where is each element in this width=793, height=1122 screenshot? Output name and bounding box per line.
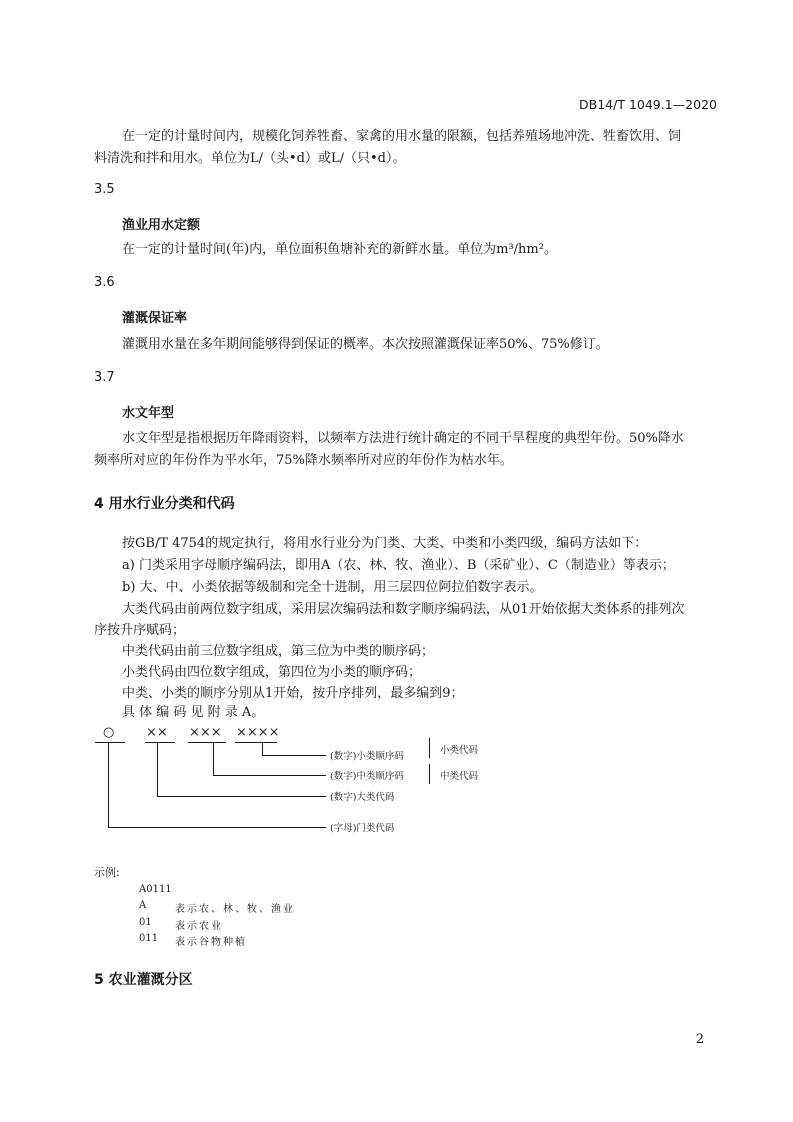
underline-major <box>145 742 175 743</box>
example-row-code: 01 <box>139 917 152 928</box>
heading-5: 5 农业灌溉分区 <box>94 972 193 988</box>
para-livestock-line-2: 料清洗和拌和用水。单位为L/（头•d）或L/（只•d）。 <box>94 151 406 166</box>
connector-mid-h <box>213 775 326 776</box>
example-row-code: A <box>139 900 147 911</box>
para-livestock-line-1: 在一定的计量时间内，规模化饲养牲畜、家禽的用水量的限额，包括养殖场地冲洗、牲畜饮用、饲 <box>122 129 682 144</box>
para-3-7-line-2: 频率所对应的年份作为平水年，75%降水频率所对应的年份作为枯水年。 <box>94 453 513 468</box>
underline-letter <box>95 742 125 743</box>
label-letter: (字母)门类代码 <box>330 823 395 834</box>
example-row-desc: 表示谷物种植 <box>175 937 247 948</box>
term-3-7: 水文年型 <box>122 406 175 421</box>
connector-major-h <box>157 796 326 797</box>
label-minor: (数字)小类顺序码 <box>330 751 404 762</box>
label-mid: (数字)中类顺序码 <box>330 771 404 782</box>
symbol-mid: ××× <box>189 725 222 740</box>
bracket-label-mid: 中类代码 <box>440 771 479 782</box>
connector-letter-v <box>108 742 109 827</box>
page-number: 2 <box>695 1032 704 1047</box>
doc-number: DB14/T 1049.1—2020 <box>579 97 717 112</box>
example-row-code: 011 <box>139 933 159 944</box>
example-row-desc: 表示农、林、牧、渔业 <box>175 904 295 915</box>
list-4-line: 大类代码由前两位数字组成，采用层次编码法和数字顺序编码法，从01开始依据大类体系的排列次 <box>122 602 685 617</box>
list-4-line: 按GB/T 4754的规定执行，将用水行业分为门类、大类、中类和小类四级，编码方法如下： <box>122 536 648 551</box>
symbol-letter: ○ <box>103 725 115 740</box>
section-number-3-6: 3.6 <box>94 275 115 290</box>
list-4-line: 中类、小类的顺序分别从1开始，按升序排列，最多编到9； <box>122 686 464 701</box>
section-number-3-7: 3.7 <box>94 370 115 385</box>
para-3-6: 灌溉用水量在多年期间能够得到保证的概率。本次按照灌溉保证率50%、75%修订。 <box>122 337 609 352</box>
list-4-line: 中类代码由前三位数字组成，第三位为中类的顺序码； <box>122 644 435 659</box>
connector-letter-h <box>108 827 326 828</box>
connector-major-v <box>157 742 158 796</box>
connector-minor-h <box>262 755 326 756</box>
symbol-major: ×× <box>146 725 168 740</box>
example-code: A0111 <box>139 884 172 895</box>
term-3-6: 灌溉保证率 <box>122 311 188 326</box>
example-title: 示例: <box>94 866 120 879</box>
list-4-line: 小类代码由四位数字组成，第四位为小类的顺序码； <box>122 665 422 680</box>
example-row-desc: 表示农业 <box>175 921 223 932</box>
label-major: (数字)大类代码 <box>330 792 395 803</box>
list-4-line: b) 大、中、小类依据等级制和完全十进制，用三层四位阿拉伯数字表示。 <box>122 580 543 595</box>
connector-mid-v <box>213 742 214 775</box>
underline-mid <box>188 742 226 743</box>
para-3-7-line-1: 水文年型是指根据历年降雨资料，以频率方法进行统计确定的不同干旱程度的典型年份。50%降水 <box>122 431 684 446</box>
list-4-line: 序按升序赋码； <box>94 623 186 638</box>
symbol-minor: ×××× <box>236 725 280 740</box>
term-3-5: 渔业用水定额 <box>122 218 201 233</box>
bracket-minor-line <box>429 738 430 758</box>
list-4-line: 具 体 编 码 见 附 录 A。 <box>122 705 265 720</box>
list-4-line: a) 门类采用字母顺序编码法，即用A（农、林、牧、渔业）、B（采矿业）、C（制造业）等表示； <box>122 558 675 573</box>
underline-minor <box>235 742 277 743</box>
connector-minor-v <box>262 742 263 755</box>
para-3-5: 在一定的计量时间(年)内，单位面积鱼塘补充的新鲜水量。单位为m³/hm²。 <box>122 242 557 257</box>
bracket-label-minor: 小类代码 <box>440 745 479 756</box>
heading-4: 4 用水行业分类和代码 <box>94 496 235 512</box>
section-number-3-5: 3.5 <box>94 182 115 197</box>
bracket-mid-line <box>429 764 430 784</box>
